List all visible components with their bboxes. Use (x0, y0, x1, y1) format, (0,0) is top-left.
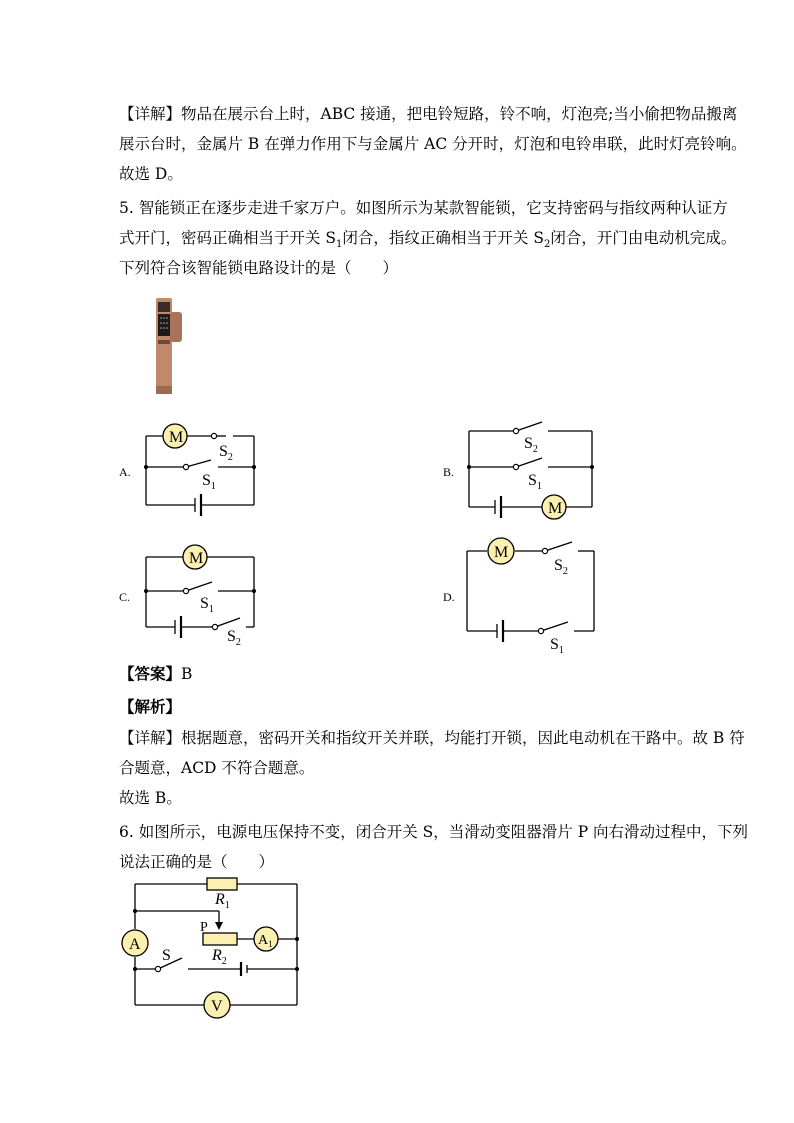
slider-arrow-icon (215, 922, 223, 930)
ammeter-label: A (129, 936, 141, 953)
option-d-label: D. (443, 590, 455, 604)
motor-label-a: M (169, 429, 184, 446)
voltmeter-label: V (211, 998, 223, 1015)
label-d-s1: $S_1$ (550, 636, 564, 656)
choose-prev: 故选 D。 (119, 165, 183, 183)
switch-s-label: S (162, 947, 171, 964)
circuit-d (467, 542, 594, 631)
ammeter1-label: $A_1$ (258, 933, 273, 949)
q5-line1: 5. 智能锁正在逐步走进千家万户。如图所示为某款智能锁，它支持密码与指纹两种认证方 (119, 199, 728, 217)
label-b-s1: $S_1$ (528, 472, 542, 492)
r1-label: $R_1$ (215, 891, 230, 911)
analysis-label: 【解析】 (119, 698, 182, 716)
q6-line1: 6. 如图所示，电源电压保持不变，闭合开关 S，当滑动变阻器滑片 P 向右滑动过程中，下列 (119, 823, 749, 841)
motor-label-d: M (494, 544, 509, 561)
label-c-s2: $S_2$ (227, 628, 241, 648)
choose5: 故选 B。 (119, 789, 182, 807)
q5-line3: 下列符合该智能锁电路设计的是（ ） (119, 259, 399, 277)
slider-p-label: P (200, 920, 208, 935)
detail-prev-line1: 【详解】物品在展示台上时，ABC 接通，把电铃短路，铃不响，灯泡亮;当小偷把物品搬离 (119, 105, 738, 123)
label-c-s1: $S_1$ (200, 595, 214, 615)
detail5-line1: 【详解】根据题意，密码开关和指纹开关并联，均能打开锁，因此电动机在干路中。故 B 符 (119, 729, 745, 747)
option-c-label: C. (119, 590, 131, 604)
r2-label: $R_2$ (212, 947, 227, 967)
answer-value: B (181, 665, 193, 683)
label-d-s2: $S_2$ (554, 557, 568, 577)
q5-line2: 式开门，密码正确相当于开关 $S_1$闭合，指纹正确相当于开关 $S_2$闭合，开门由电动机完成。 (119, 229, 737, 251)
resistor-r1 (207, 878, 237, 890)
answer-line: 【答案】B (119, 665, 193, 683)
rheostat-r2 (203, 933, 237, 945)
motor-label-b: M (548, 500, 563, 517)
motor-label-c: M (189, 550, 204, 567)
option-a-label: A. (119, 465, 131, 479)
detail5-line2: 合题意，ACD 不符合题意。 (119, 759, 315, 777)
label-b-s2: $S_2$ (524, 435, 538, 455)
option-b-label: B. (443, 465, 455, 479)
label-a-s1: $S_1$ (202, 472, 216, 492)
detail-prev-line2: 展示台时，金属片 B 在弹力作用下与金属片 AC 分开时，灯泡和电铃串联，此时灯亮铃响。 (119, 135, 747, 153)
label-a-s2: $S_2$ (219, 443, 233, 463)
q6-line2: 说法正确的是（ ） (119, 853, 275, 871)
